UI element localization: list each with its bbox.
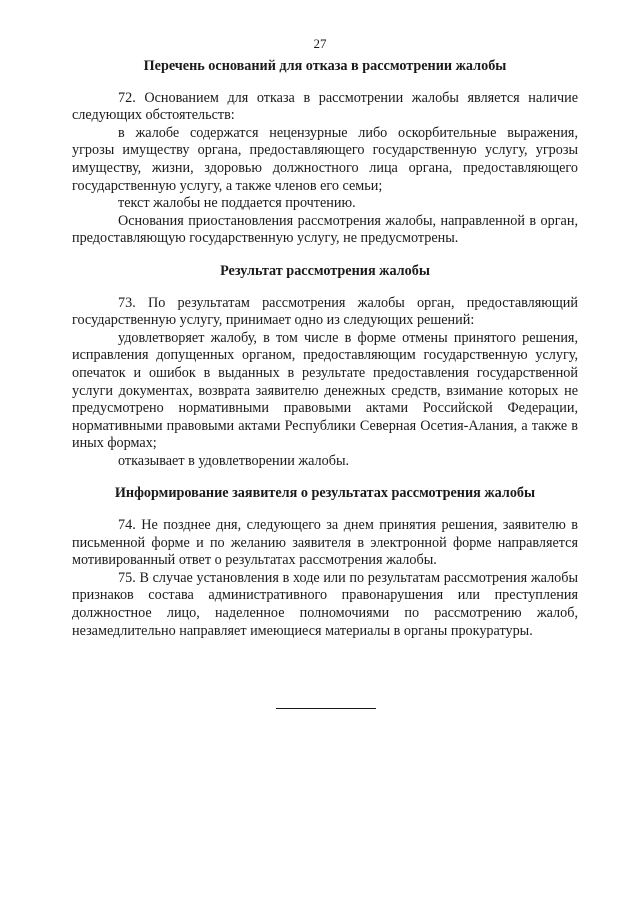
paragraph-suspension-grounds: Основания приостановления рассмотрения жалобы, направленной в орган, предоставляющую государственную услугу, не предусмотрены. — [72, 212, 578, 247]
document-body — [72, 58, 578, 640]
section-heading-complaint-result: Результат рассмотрения жалобы — [220, 262, 430, 279]
paragraph-72-item-2: текст жалобы не поддается прочтению. — [118, 195, 356, 212]
paragraph-73-item-1: удовлетворяет жалобу, в том числе в форме отмены принятого решения, исправления допущенных органом, предоставляющим государственную услугу, опечаток и ошибок в выданных в результате предоставления государственной услуги документах, возврата заявителю денежных средств, взимание которых не предусмотрено нормативными правовыми актами Российской Федерации, нормативными правовыми актами Республики Северная Осетия-Алания, а также в иных формах; — [72, 329, 578, 452]
paragraph-73-item-2: отказывает в удовлетворении жалобы. — [118, 452, 350, 469]
paragraph-74: 74. Не позднее дня, следующего за днем принятия решения, заявителю в письменной форме и по желанию заявителя в электронной форме направляется мотивированный ответ о результатах рассмотрения жалобы. — [72, 517, 578, 569]
page-number: 27 — [313, 36, 327, 51]
paragraph-72: 72. Основанием для отказа в рассмотрении жалобы является наличие следующих обстоятельств: — [72, 89, 578, 124]
paragraph-75: 75. В случае установления в ходе или по результатам рассмотрения жалобы признаков состава административного правонарушения или преступления должностное лицо, наделенное полномочиями по рассмотрению жалоб, незамедлительно направляет имеющиеся материалы в органы прокуратуры. — [72, 569, 578, 639]
section-heading-informing-applicant: Информирование заявителя о результатах рассмотрения жалобы — [114, 485, 536, 502]
paragraph-72-item-1: в жалобе содержатся нецензурные либо оскорбительные выражения, угрозы имуществу органа, предоставляющего государственную услугу, угрозы имуществу, жизни, здоровью должностного лица органа, предоставляющего государственную услугу, а также членов его семьи; — [72, 124, 578, 194]
end-separator-line — [276, 708, 376, 709]
section-heading-grounds-for-refusal: Перечень оснований для отказа в рассмотрении жалобы — [143, 58, 507, 74]
paragraph-73: 73. По результатам рассмотрения жалобы орган, предоставляющий государственную услугу, принимает одно из следующих решений: — [72, 294, 578, 329]
